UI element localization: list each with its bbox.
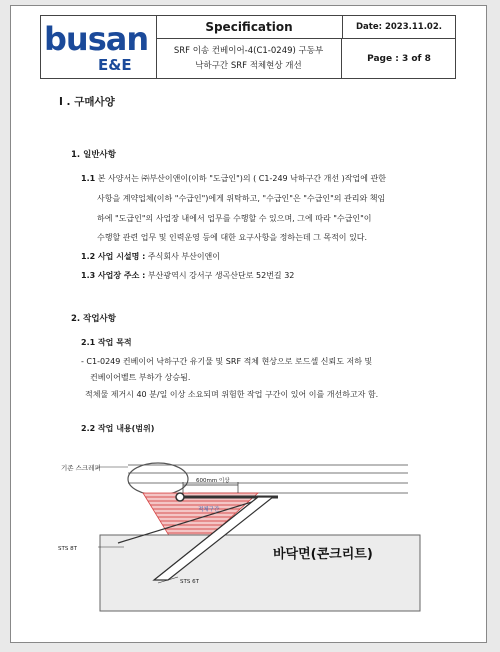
item-1-1-text: 본 사양서는 ㈜부산이앤이(이하 "도급인")의 ( C1-249 낙하구간 개선 )작업에 관한: [97, 174, 386, 183]
label-existing-scraper: 기존 스크레퍼: [61, 464, 101, 472]
subject-line-2: 낙하구간 SRF 적체현상 개선: [195, 61, 302, 71]
subject-line-1: SRF 이송 컨베이어-4(C1-0249) 구동부: [173, 46, 324, 56]
label-concrete-floor: 바닥면(콘크리트): [273, 547, 373, 562]
item-1-1-number: 1.1: [81, 174, 96, 183]
item-1-2-value: 주식회사 부산이앤이: [147, 252, 221, 261]
label-dimension: 600mm 이상: [196, 478, 230, 484]
head-pulley: [128, 463, 188, 495]
conveyor-drop-diagram: [58, 455, 426, 617]
scraper-pivot: [176, 493, 184, 501]
logo-sub-text: E&E: [98, 56, 132, 74]
document-title: Specification: [156, 16, 343, 39]
company-logo: [41, 16, 157, 78]
item-2-2-title: 2.2 작업 내용(범위): [81, 424, 155, 433]
item-1-3: [81, 270, 294, 281]
item-2-1-line-2: 컨베이어벨트 부하가 상승됨.: [90, 373, 191, 382]
item-2-1-line-3: 적체물 제거시 40 분/일 이상 소요되며 위험한 작업 구간이 있어 이를 개선하고자 함.: [85, 390, 379, 399]
item-1-2-label: 1.2 사업 시설명 :: [81, 252, 146, 261]
document-subject: [156, 39, 342, 79]
item-2-1-line-1: - C1-0249 컨베이어 낙하구간 유기물 및 SRF 적체 현상으로 로드셀 신뢰도 저하 및: [81, 357, 373, 366]
label-accumulation: 적체구간: [198, 507, 220, 513]
document-header: [40, 15, 456, 79]
label-sts-6t: STS 6T: [180, 579, 199, 585]
item-1-1-line-2: 사항을 계약업체(이하 "수급인")에게 위탁하고, "수급인"은 "수급인"의 관리와 책임: [97, 194, 386, 203]
logo-main-text: busan: [44, 20, 149, 58]
label-sts-8t: STS 8T: [58, 546, 77, 552]
item-1-3-label: 1.3 사업장 주소 :: [81, 271, 146, 280]
item-1-3-value: 부산광역시 강서구 생곡산단로 52번길 32: [147, 271, 295, 280]
item-1-1-line-1: [81, 173, 386, 184]
subsection-general: 1. 일반사항: [71, 150, 116, 160]
subsection-work: 2. 작업사항: [71, 314, 116, 324]
item-1-1-line-4: 수행할 관련 업무 및 인력운영 등에 대한 요구사항을 정하는데 그 목적이 있다.: [97, 233, 368, 242]
item-1-1-line-3: 하에 "도급인"의 사업장 내에서 업무를 수행할 수 있으며, 그에 따라 "수급인"이: [97, 214, 372, 223]
document-date: Date: 2023.11.02.: [343, 16, 455, 39]
item-1-2: [81, 251, 220, 262]
page-number: Page : 3 of 8: [367, 54, 431, 64]
item-2-1-title: 2.1 작업 목적: [81, 338, 132, 347]
section-title-purchase-spec: I . 구매사양: [59, 96, 115, 108]
